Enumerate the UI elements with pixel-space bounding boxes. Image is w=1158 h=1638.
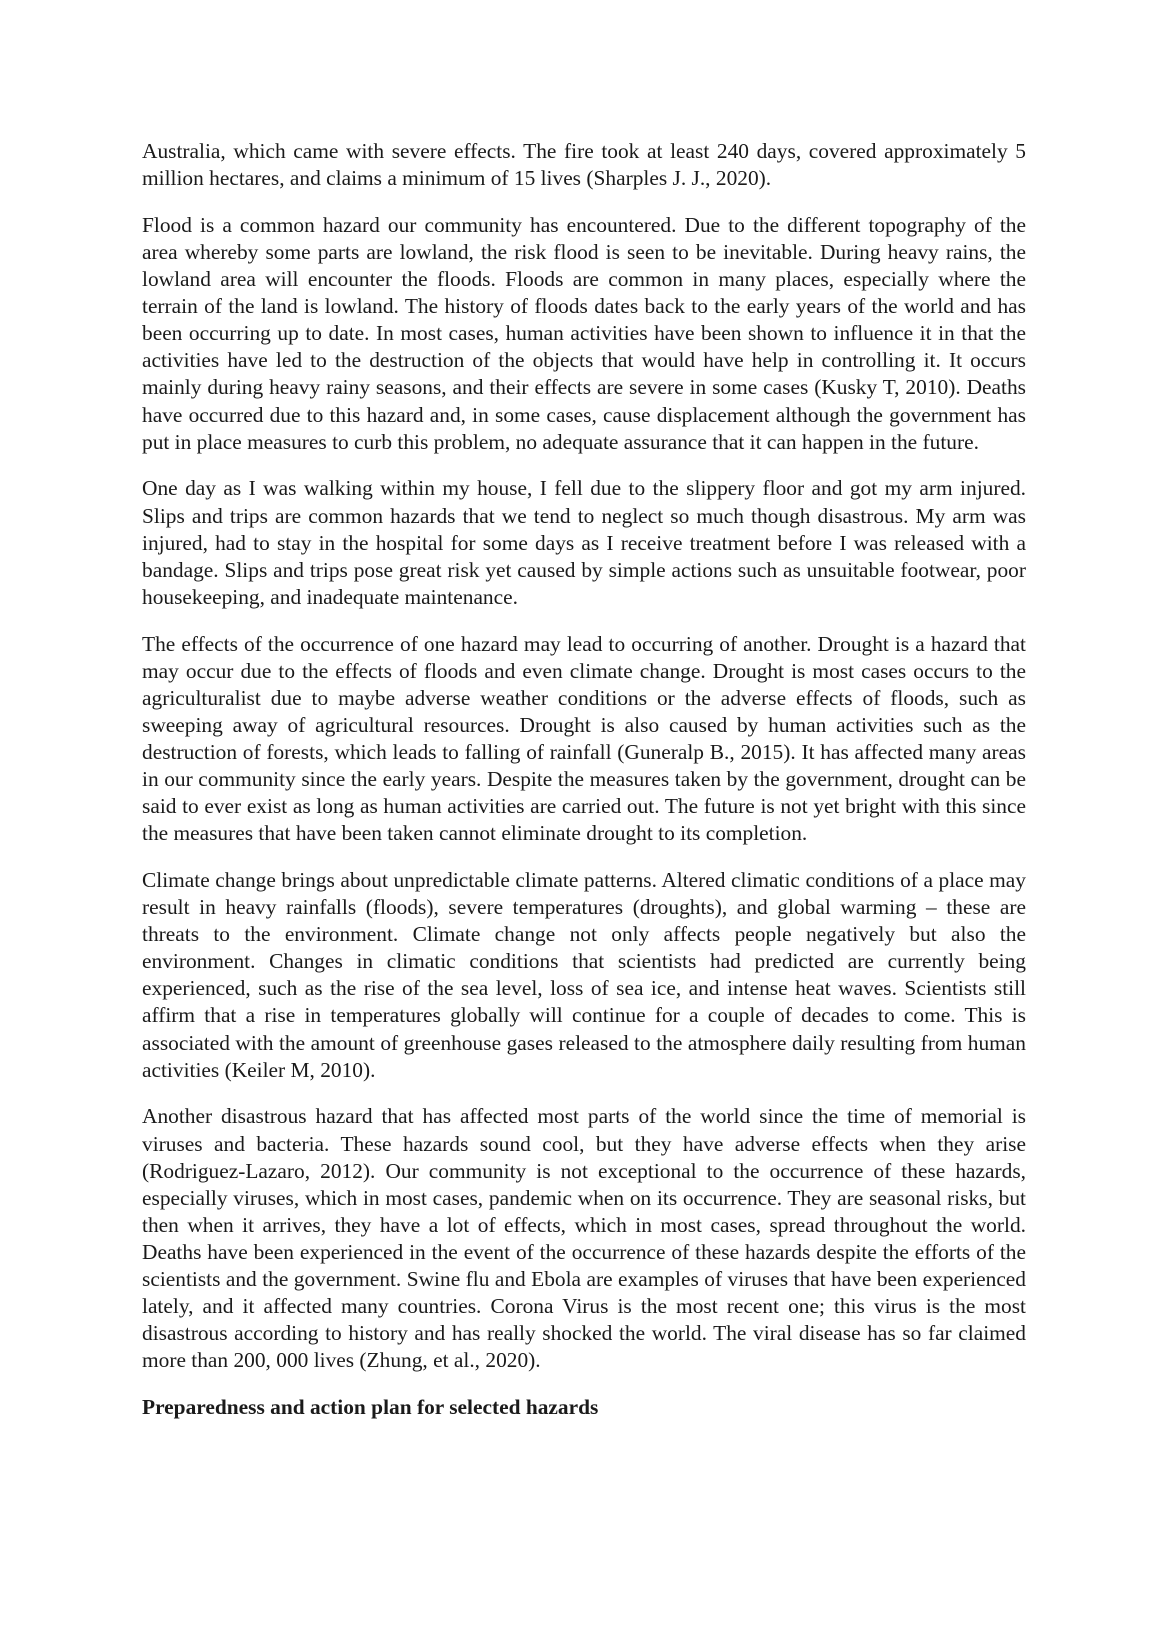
paragraph-climate-change: Climate change brings about unpredictable climate patterns. Altered climatic conditions of a place may result in heavy rainfalls (floods), severe temperatures (droughts), and global warming – these are threats to the environment. Climate change not only affects people negatively but also the environment. Changes in climatic conditions that scientists had predicted are currently being experienced, such as the rise of the sea level, loss of sea ice, and intense heat waves. Scientists still affirm that a rise in temperatures globally will continue for a couple of decades to come. This is associated with the amount of greenhouse gases released to the atmosphere daily resulting from human activities (Keiler M, 2010). — [142, 868, 1026, 1082]
document-body — [142, 138, 1026, 1421]
section-heading: Preparedness and action plan for selected hazards — [142, 1395, 599, 1420]
paragraph-slips-and-trips: One day as I was walking within my house, I fell due to the slippery floor and got my arm injured. Slips and trips are common hazards that we tend to neglect so much though disastrous. My arm was injured, had to stay in the hospital for some days as I receive treatment before I was released with a bandage. Slips and trips pose great risk yet caused by simple actions such as unsuitable footwear, poor housekeeping, and inadequate maintenance. — [142, 476, 1026, 609]
paragraph-bushfire-effects: Australia, which came with severe effects. The fire took at least 240 days, covered approximately 5 million hectares, and claims a minimum of 15 lives (Sharples J. J., 2020). — [142, 139, 1026, 191]
paragraph-viruses-bacteria: Another disastrous hazard that has affected most parts of the world since the time of memorial is viruses and bacteria. These hazards sound cool, but they have adverse effects when they arise (Rodriguez-Lazaro, 2012). Our community is not exceptional to the occurrence of these hazards, especially viruses, which in most cases, pandemic when on its occurrence. They are seasonal risks, but then when it arrives, they have a lot of effects, which in most cases, spread throughout the world. Deaths have been experienced in the event of the occurrence of these hazards despite the efforts of the scientists and the government. Swine flu and Ebola are examples of viruses that have been experienced lately, and it affected many countries. Corona Virus is the most recent one; this virus is the most disastrous according to history and has really shocked the world. The viral disease has so far claimed more than 200, 000 lives (Zhung, et al., 2020). — [142, 1104, 1026, 1373]
paragraph-flood: Flood is a common hazard our community has encountered. Due to the different topography of the area whereby some parts are lowland, the risk flood is seen to be inevitable. During heavy rains, the lowland area will encounter the floods. Floods are common in many places, especially where the terrain of the land is lowland. The history of floods dates back to the early years of the world and has been occurring up to date. In most cases, human activities have been shown to influence it in that the activities have led to the destruction of the objects that would have help in controlling it. It occurs mainly during heavy rainy seasons, and their effects are severe in some cases (Kusky T, 2010). Deaths have occurred due to this hazard and, in some cases, cause displacement although the government has put in place measures to curb this problem, no adequate assurance that it can happen in the future. — [142, 212, 1026, 454]
paragraph-drought: The effects of the occurrence of one hazard may lead to occurring of another. Drought is a hazard that may occur due to the effects of floods and even climate change. Drought is most cases occurs to the agriculturalist due to maybe adverse weather conditions or the adverse effects of floods, such as sweeping away of agricultural resources. Drought is also caused by human activities such as the destruction of forests, which leads to falling of rainfall (Guneralp B., 2015). It has affected many areas in our community since the early years. Despite the measures taken by the government, drought can be said to ever exist as long as human activities are carried out. The future is not yet bright with this since the measures that have been taken cannot eliminate drought to its completion. — [142, 631, 1026, 846]
